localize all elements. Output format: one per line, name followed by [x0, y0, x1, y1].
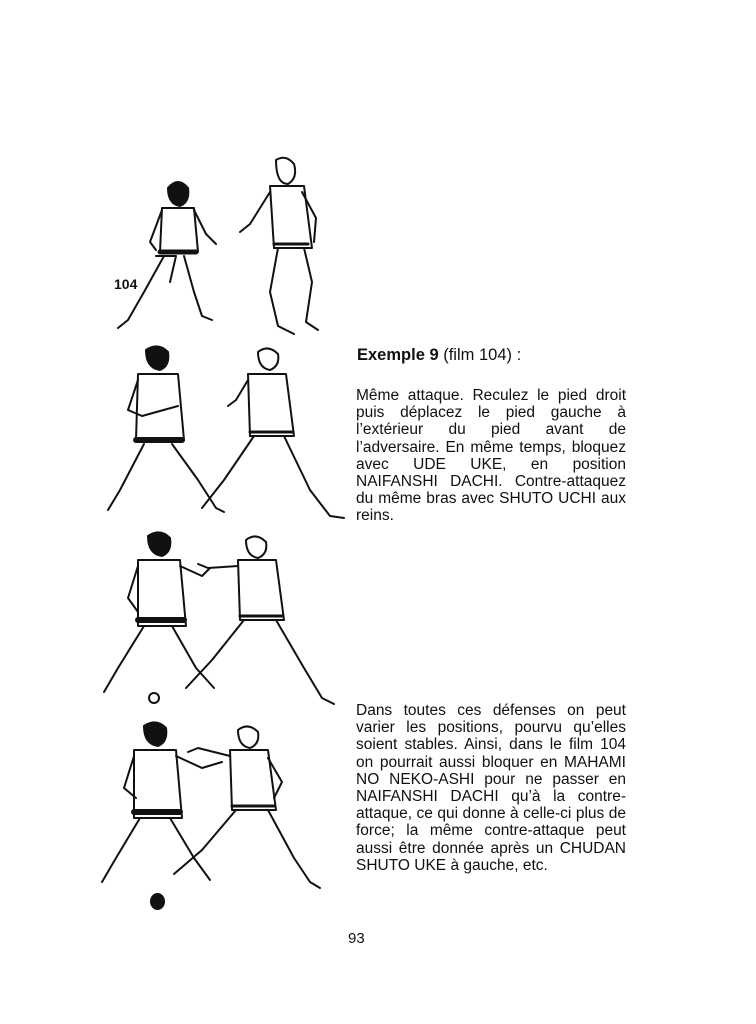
illustration-frame-2	[98, 340, 348, 530]
example-heading	[357, 346, 521, 365]
example-heading-bold: Exemple 9	[357, 346, 439, 364]
body-paragraph-1: Même attaque. Reculez le pied droit puis déplacez le pied gauche à l’extérieur du pied avant de l’adversaire. En même temps, bloquez avec UDE UKE, en position NAIFANSHI DACHI. Contre-attaquez du même bras avec SHUTO UCHI aux reins.	[356, 387, 626, 525]
figure-number-label: 104	[114, 276, 138, 292]
example-heading-rest: (film 104) :	[438, 346, 522, 364]
illustration-frame-3	[98, 528, 343, 713]
illustration-frame-4	[98, 718, 328, 898]
open-circle-marker	[148, 692, 160, 704]
illustration-frame-1	[98, 152, 338, 347]
body-paragraph-2: Dans toutes ces défenses on peut varier les positions, pourvu qu’elles soient stables. Ainsi, dans le film 104 on pourrait aussi bloquer en MAHAMI NO NEKO-ASHI pour ne passer en NAIFANSHI DACHI qu’à la contre-attaque, ce qui donne à celle-ci plus de force; la même contre-attaque peut aussi être donnée après un CHUDAN SHUTO UKE à gauche, etc.	[356, 702, 626, 874]
filled-circle-marker	[150, 893, 165, 910]
page-number: 93	[348, 930, 365, 947]
